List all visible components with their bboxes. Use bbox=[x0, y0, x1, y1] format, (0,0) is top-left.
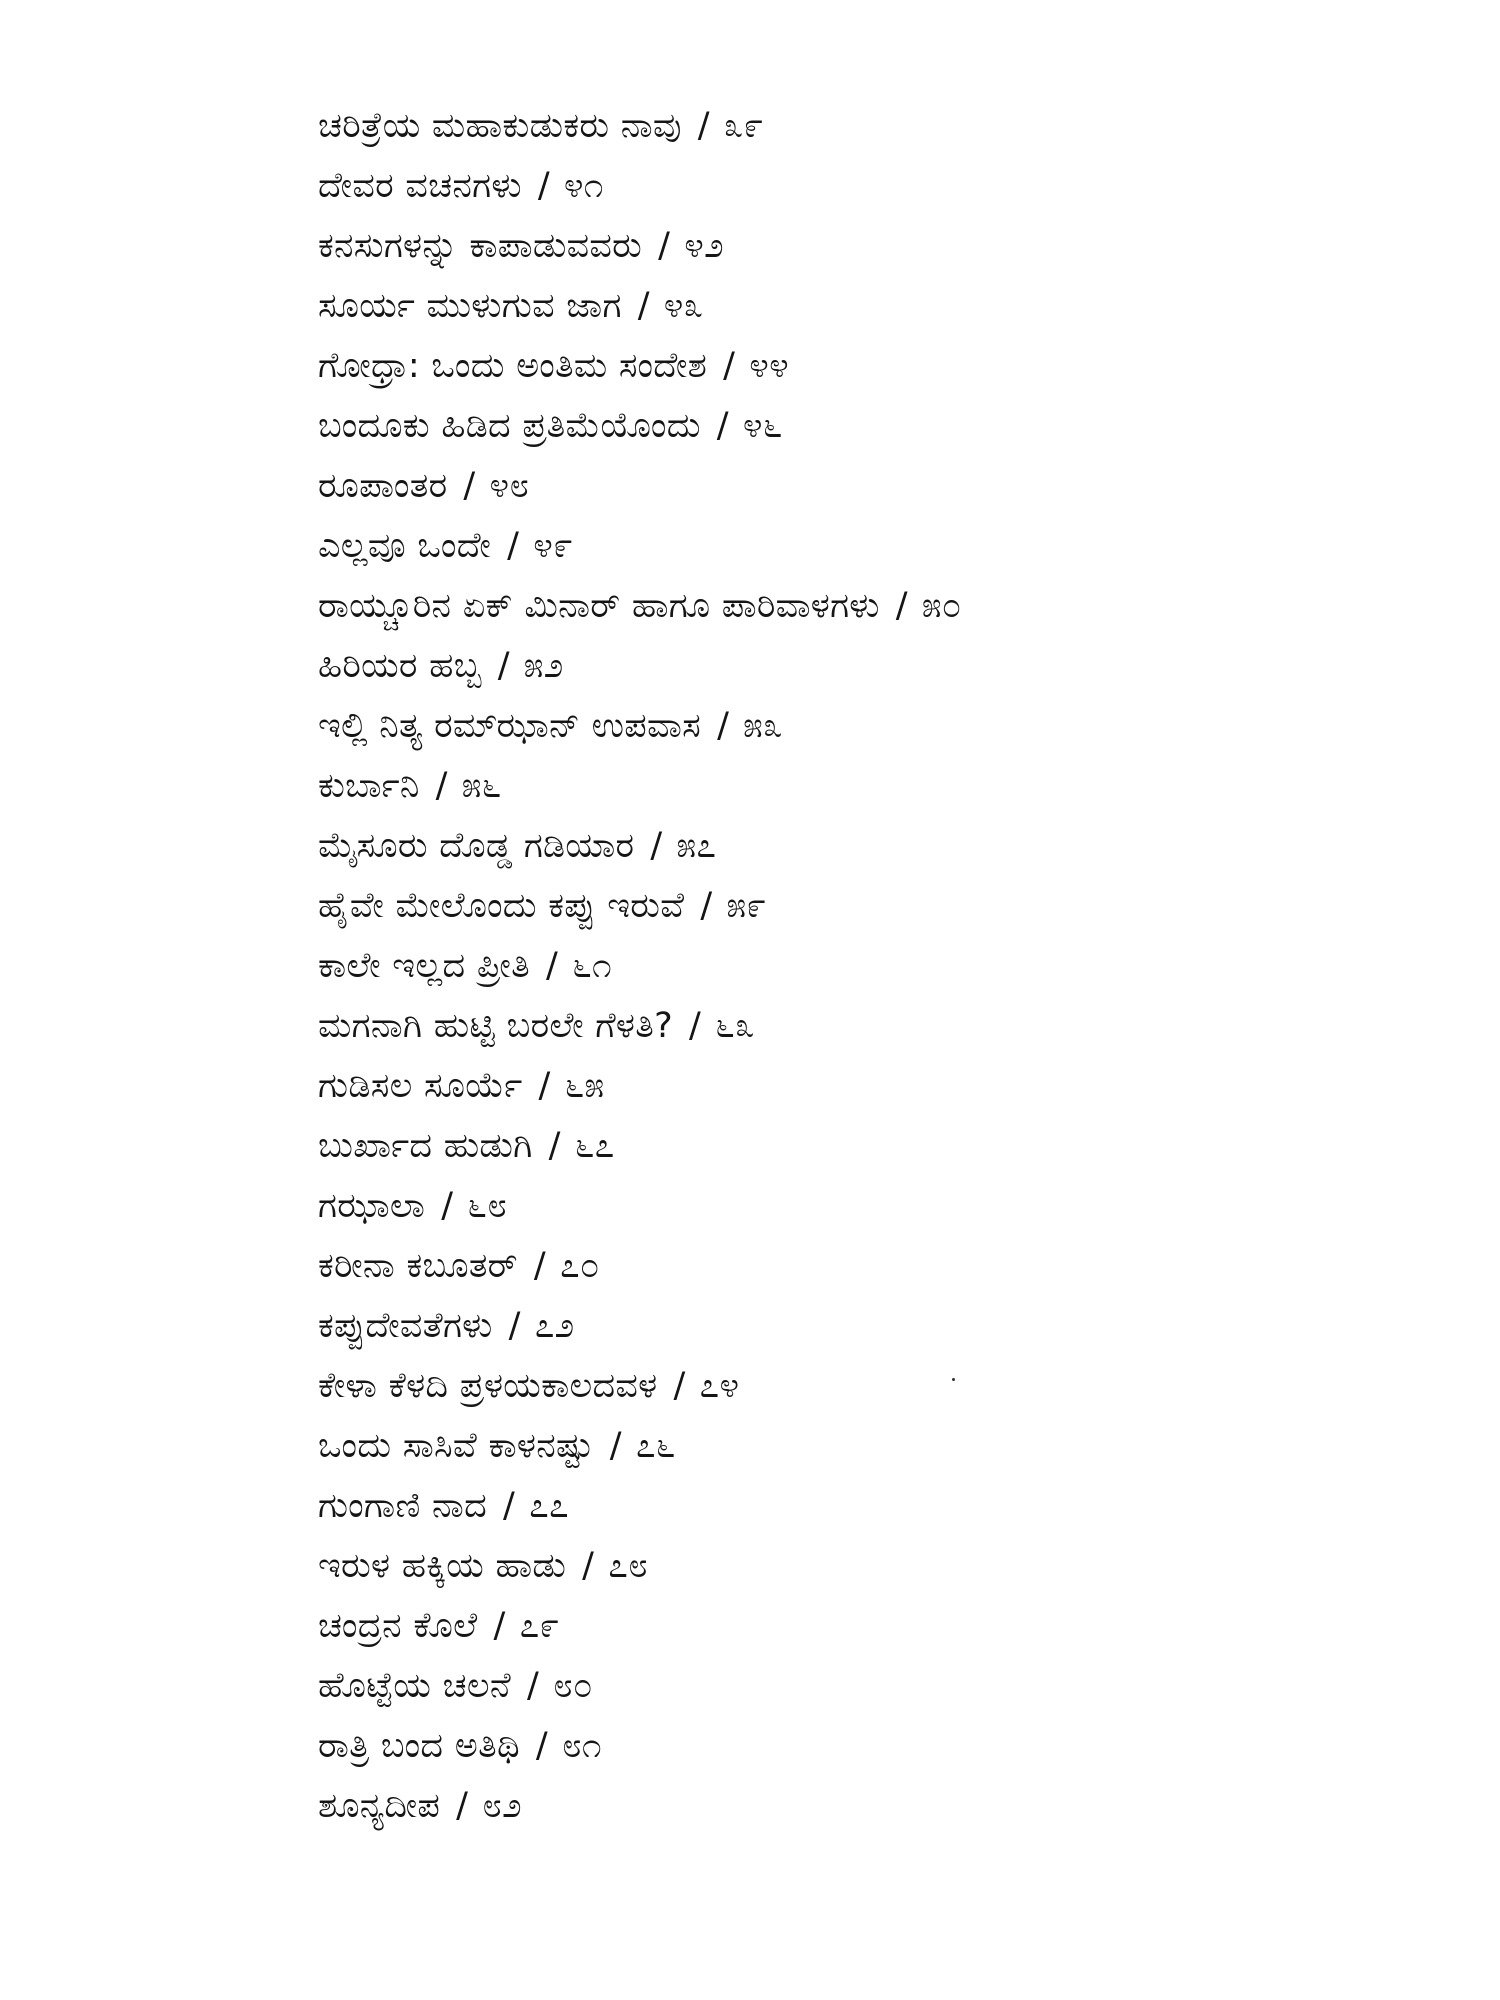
toc-entry bbox=[318, 996, 1318, 1056]
toc-entry bbox=[318, 1176, 1318, 1236]
toc-entry bbox=[318, 156, 1318, 216]
toc-entry-separator: / bbox=[723, 346, 736, 386]
toc-entry-separator: / bbox=[435, 766, 448, 806]
toc-entry bbox=[318, 816, 1318, 876]
toc-entry-title: ಕನಸುಗಳನ್ನು ಕಾಪಾಡುವವರು bbox=[318, 226, 643, 266]
toc-entry bbox=[318, 96, 1318, 156]
toc-entry-separator: / bbox=[697, 106, 710, 146]
toc-entry-separator: / bbox=[527, 1666, 540, 1706]
toc-entry-separator: / bbox=[609, 1426, 622, 1466]
toc-entry-page-number: ೭೨ bbox=[534, 1306, 575, 1346]
toc-entry-separator: / bbox=[537, 166, 550, 206]
toc-entry bbox=[318, 576, 1318, 636]
toc-entry-page-number: ೫೬ bbox=[461, 766, 502, 806]
toc-entry-page-number: ೭೭ bbox=[529, 1486, 569, 1526]
toc-entry-page-number: ೪೧ bbox=[563, 166, 604, 206]
toc-entry-separator: / bbox=[497, 646, 510, 686]
toc-entry-title: ಬಂದೂಕು ಹಿಡಿದ ಪ್ರತಿಮೆಯೊಂದು bbox=[318, 406, 701, 446]
toc-entry bbox=[318, 1776, 1318, 1836]
toc-entry-title: ಮೈಸೂರು ದೊಡ್ಡ ಗಡಿಯಾರ bbox=[318, 826, 635, 866]
toc-entry-page-number: ೭೪ bbox=[699, 1366, 740, 1406]
toc-entry-page-number: ೫೭ bbox=[676, 826, 717, 866]
toc-entry-separator: / bbox=[535, 1726, 548, 1766]
toc-entry-page-number: ೬೫ bbox=[564, 1066, 605, 1106]
toc-entry bbox=[318, 1296, 1318, 1356]
scan-speck bbox=[952, 1378, 955, 1381]
toc-entry bbox=[318, 1716, 1318, 1776]
toc-entry-title: ಕಪ್ಪುದೇವತೆಗಳು bbox=[318, 1306, 493, 1346]
toc-entry-page-number: ೫೩ bbox=[743, 706, 783, 746]
toc-entry-page-number: ೫೨ bbox=[523, 646, 564, 686]
toc-entry-page-number: ೮೦ bbox=[553, 1666, 593, 1706]
toc-entry-title: ಬುರ್ಖಾದ ಹುಡುಗಿ bbox=[318, 1126, 533, 1166]
toc-entry bbox=[318, 1536, 1318, 1596]
toc-entry bbox=[318, 1236, 1318, 1296]
toc-entry bbox=[318, 696, 1318, 756]
toc-entry-page-number: ೫೦ bbox=[921, 586, 962, 626]
toc-entry-separator: / bbox=[582, 1546, 595, 1586]
toc-entry-separator: / bbox=[508, 1306, 521, 1346]
toc-entry-page-number: ೪೯ bbox=[533, 526, 573, 566]
toc-entry bbox=[318, 456, 1318, 516]
toc-entry-title: ಎಲ್ಲವೂ ಒಂದೇ bbox=[318, 526, 492, 566]
toc-entry-title: ಗುಂಗಾಣಿ ನಾದ bbox=[318, 1486, 487, 1526]
toc-entry-separator: / bbox=[717, 706, 730, 746]
toc-entry-separator: / bbox=[441, 1186, 454, 1226]
toc-entry bbox=[318, 876, 1318, 936]
toc-entry-separator: / bbox=[456, 1786, 469, 1826]
toc-entry bbox=[318, 936, 1318, 996]
toc-entry-title: ದೇವರ ವಚನಗಳು bbox=[318, 166, 522, 206]
toc-entry bbox=[318, 1356, 1318, 1416]
toc-entry-title: ಗೋಧ್ರಾ: ಒಂದು ಅಂತಿಮ ಸಂದೇಶ bbox=[318, 346, 708, 386]
toc-entry bbox=[318, 1416, 1318, 1476]
toc-entry-title: ಇಲ್ಲಿ ನಿತ್ಯ ರಮ್‍ಝಾನ್ ಉಪವಾಸ bbox=[318, 706, 702, 746]
toc-entry-separator: / bbox=[503, 1486, 516, 1526]
toc-entry bbox=[318, 216, 1318, 276]
toc-entry-title: ಗಝಾಲಾ bbox=[318, 1186, 426, 1226]
toc-entry-separator: / bbox=[463, 466, 476, 506]
toc-entry-page-number: ೭೯ bbox=[519, 1606, 560, 1646]
toc-entry-title: ಹೊಟ್ಟೆಯ ಚಲನೆ bbox=[318, 1666, 511, 1706]
toc-entry-page-number: ೮೨ bbox=[482, 1786, 523, 1826]
toc-entry-page-number: ೬೩ bbox=[715, 1006, 755, 1046]
toc-entry-separator: / bbox=[895, 586, 908, 626]
toc-entry-separator: / bbox=[546, 946, 559, 986]
toc-entry bbox=[318, 1656, 1318, 1716]
toc-entry-page-number: ೩೯ bbox=[723, 106, 764, 146]
toc-entry bbox=[318, 1596, 1318, 1656]
toc-entry bbox=[318, 636, 1318, 696]
toc-entry bbox=[318, 1056, 1318, 1116]
toc-entry-title: ಶೂನ್ಯದೀಪ bbox=[318, 1786, 441, 1826]
toc-entry-separator: / bbox=[688, 1006, 702, 1046]
toc-entry-page-number: ೫೯ bbox=[726, 886, 767, 926]
toc-entry-page-number: ೬೧ bbox=[572, 946, 612, 986]
toc-entry-page-number: ೭೬ bbox=[635, 1426, 676, 1466]
table-of-contents bbox=[318, 96, 1318, 1836]
toc-entry-separator: / bbox=[538, 1066, 551, 1106]
toc-entry-separator: / bbox=[533, 1246, 546, 1286]
toc-entry-page-number: ೪೪ bbox=[749, 346, 790, 386]
toc-entry-page-number: ೪೬ bbox=[742, 406, 783, 446]
toc-entry-title: ಸೂರ್ಯ ಮುಳುಗುವ ಜಾಗ bbox=[318, 286, 622, 326]
toc-entry-title: ಕಾಲೇ ಇಲ್ಲದ ಪ್ರೀತಿ bbox=[318, 946, 531, 986]
toc-entry-page-number: ೮೧ bbox=[561, 1726, 602, 1766]
toc-entry-separator: / bbox=[507, 526, 520, 566]
toc-entry-title: ಚಂದ್ರನ ಕೊಲೆ bbox=[318, 1606, 478, 1646]
toc-entry-title: ಹೈವೇ ಮೇಲೊಂದು ಕಪ್ಪು ಇರುವೆ bbox=[318, 886, 685, 926]
toc-entry-separator: / bbox=[658, 226, 671, 266]
toc-entry bbox=[318, 1476, 1318, 1536]
toc-entry bbox=[318, 336, 1318, 396]
toc-entry-title: ಗುಡಿಸಲ ಸೂರ್ಯೆ bbox=[318, 1066, 523, 1106]
toc-entry bbox=[318, 276, 1318, 336]
toc-entry-separator: / bbox=[650, 826, 663, 866]
toc-entry-page-number: ೪೮ bbox=[489, 466, 530, 506]
toc-entry bbox=[318, 396, 1318, 456]
toc-entry-separator: / bbox=[673, 1366, 686, 1406]
toc-entry-title: ಇರುಳ ಹಕ್ಕಿಯ ಹಾಡು bbox=[318, 1546, 567, 1586]
toc-entry-page-number: ೭೮ bbox=[608, 1546, 649, 1586]
toc-entry-separator: / bbox=[716, 406, 729, 446]
toc-entry bbox=[318, 516, 1318, 576]
toc-entry-page-number: ೪೨ bbox=[684, 226, 725, 266]
toc-entry bbox=[318, 1116, 1318, 1176]
toc-entry-title: ಕುರ್ಬಾನಿ bbox=[318, 766, 420, 806]
toc-entry-title: ಹಿರಿಯರ ಹಬ್ಬ bbox=[318, 646, 482, 686]
toc-entry-title: ರಾತ್ರಿ ಬಂದ ಅತಿಥಿ bbox=[318, 1726, 520, 1766]
toc-entry-separator: / bbox=[493, 1606, 506, 1646]
toc-entry-separator: / bbox=[637, 286, 650, 326]
toc-entry-page-number: ೪೩ bbox=[663, 286, 704, 326]
toc-entry-title: ರೂಪಾಂತರ bbox=[318, 466, 448, 506]
toc-entry-separator: / bbox=[700, 886, 713, 926]
toc-entry-page-number: ೬೭ bbox=[574, 1126, 615, 1166]
toc-entry-title: ಕೇಳಾ ಕೆಳದಿ ಪ್ರಳಯಕಾಲದವಳ bbox=[318, 1366, 658, 1406]
toc-entry-separator: / bbox=[548, 1126, 561, 1166]
toc-entry-title: ಕರೀನಾ ಕಬೂತರ್ bbox=[318, 1246, 518, 1286]
toc-entry bbox=[318, 756, 1318, 816]
toc-entry-title: ಚರಿತ್ರೆಯ ಮಹಾಕುಡುಕರು ನಾವು bbox=[318, 106, 682, 146]
toc-entry-page-number: ೬೮ bbox=[467, 1186, 508, 1226]
toc-entry-page-number: ೭೦ bbox=[559, 1246, 600, 1286]
toc-entry-title: ಮಗನಾಗಿ ಹುಟ್ಟಿ ಬರಲೇ ಗೆಳತಿ? bbox=[318, 1006, 673, 1046]
toc-entry-title: ರಾಯ್ಚೂರಿನ ಏಕ್ ಮಿನಾರ್ ಹಾಗೂ ಪಾರಿವಾಳಗಳು bbox=[318, 586, 880, 626]
toc-entry-title: ಒಂದು ಸಾಸಿವೆ ಕಾಳನಷ್ಟು bbox=[318, 1426, 594, 1466]
